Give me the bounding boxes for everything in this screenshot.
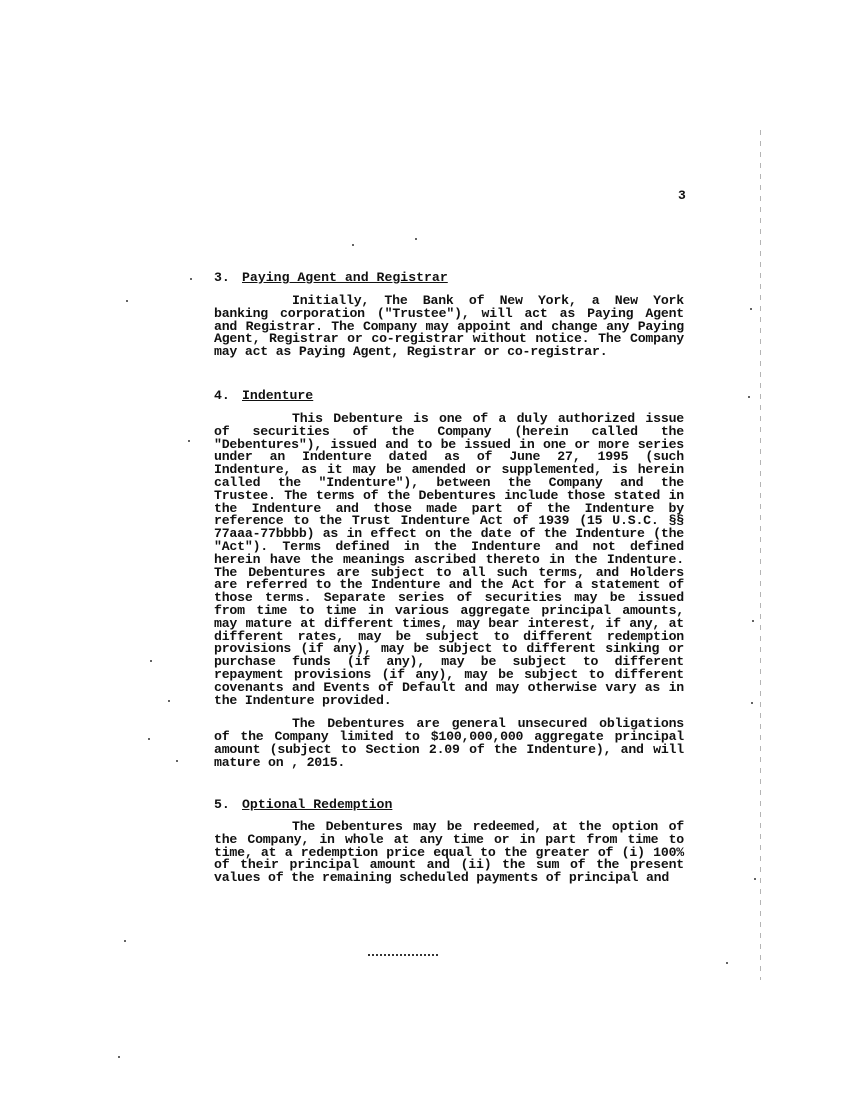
section-title: Optional Redemption bbox=[242, 797, 393, 812]
scan-speck bbox=[751, 702, 753, 704]
scan-speck bbox=[190, 278, 192, 280]
scan-speck bbox=[750, 308, 752, 310]
section-number: 5. bbox=[214, 797, 230, 812]
section-title: Paying Agent and Registrar bbox=[242, 270, 448, 285]
section-paragraph: The Debentures are general unsecured obligations of the Company limited to $100,000,000 aggregate principal amount (subject to Section 2.09 of the Indenture), and will mature on , 2015. bbox=[214, 716, 684, 770]
scan-speck bbox=[415, 238, 417, 240]
scan-speck bbox=[754, 878, 756, 880]
scan-edge-line bbox=[760, 130, 761, 980]
section-heading bbox=[214, 388, 684, 404]
scan-speck bbox=[188, 440, 190, 442]
scan-speck bbox=[148, 738, 150, 740]
section-number: 4. bbox=[214, 388, 230, 403]
scan-speck bbox=[150, 660, 152, 662]
section-indenture bbox=[214, 388, 684, 770]
scan-speck bbox=[124, 940, 126, 942]
section-paragraph: This Debenture is one of a duly authorized issue of securities of the Company (herein called the "Debentures"), issued and to be issued in one or more series under an Indenture dated as of June 27, 1995 (such Indenture, as it may be amended or supplemented, is herein called the "Indenture"), between the Company and the Trustee. The terms of the Debentures include those stated in the Indenture and those made part of the Indenture by reference to the Trust Indenture Act of 1939 (15 U.S.C. §§ 77aaa-77bbbb) as in effect on the date of the Indenture (the "Act"). Terms defined in the Indenture and not defined herein have the meanings ascribed thereto in the Indenture. The Debentures are subject to all such terms, and Holders are referred to the Indenture and the Act for a statement of those terms. Separate series of securities may be issued from time to time in various aggregate principal amounts, may mature at different times, may bear interest, if any, at different rates, may be subject to different redemption provisions (if any), may be subject to different sinking or purchase funds (if any), may be subject to different repayment provisions (if any), may be subject to different covenants and Events of Default and may otherwise vary as in the Indenture provided. bbox=[214, 411, 684, 708]
page-number: 3 bbox=[678, 188, 686, 203]
section-optional-redemption bbox=[214, 797, 684, 885]
scan-speck bbox=[126, 300, 128, 302]
scan-speck bbox=[118, 1056, 120, 1058]
section-heading bbox=[214, 797, 684, 813]
scan-speck bbox=[352, 244, 354, 246]
section-paragraph: The Debentures may be redeemed, at the option of the Company, in whole at any time or in part from time to time, at a redemption price equal to the greater of (i) 100% of their principal amount and (ii) the sum of the present values of the remaining scheduled payments of principal and bbox=[214, 819, 684, 886]
scan-speck bbox=[752, 620, 754, 622]
scan-smudge-mark bbox=[368, 940, 438, 956]
section-number: 3. bbox=[214, 270, 230, 285]
section-title: Indenture bbox=[242, 388, 314, 403]
section-heading bbox=[214, 270, 684, 286]
scan-speck bbox=[176, 760, 178, 762]
scan-speck bbox=[726, 962, 728, 964]
section-paragraph: Initially, The Bank of New York, a New York banking corporation ("Trustee"), will act as Paying Agent and Registrar. The Company may appoint and change any Paying Agent, Registrar or co-registrar without notice. The Company may act as Paying Agent, Registrar or co-registrar. bbox=[214, 293, 684, 360]
scan-speck bbox=[748, 396, 750, 398]
section-paying-agent bbox=[214, 270, 684, 359]
scan-speck bbox=[168, 700, 170, 702]
